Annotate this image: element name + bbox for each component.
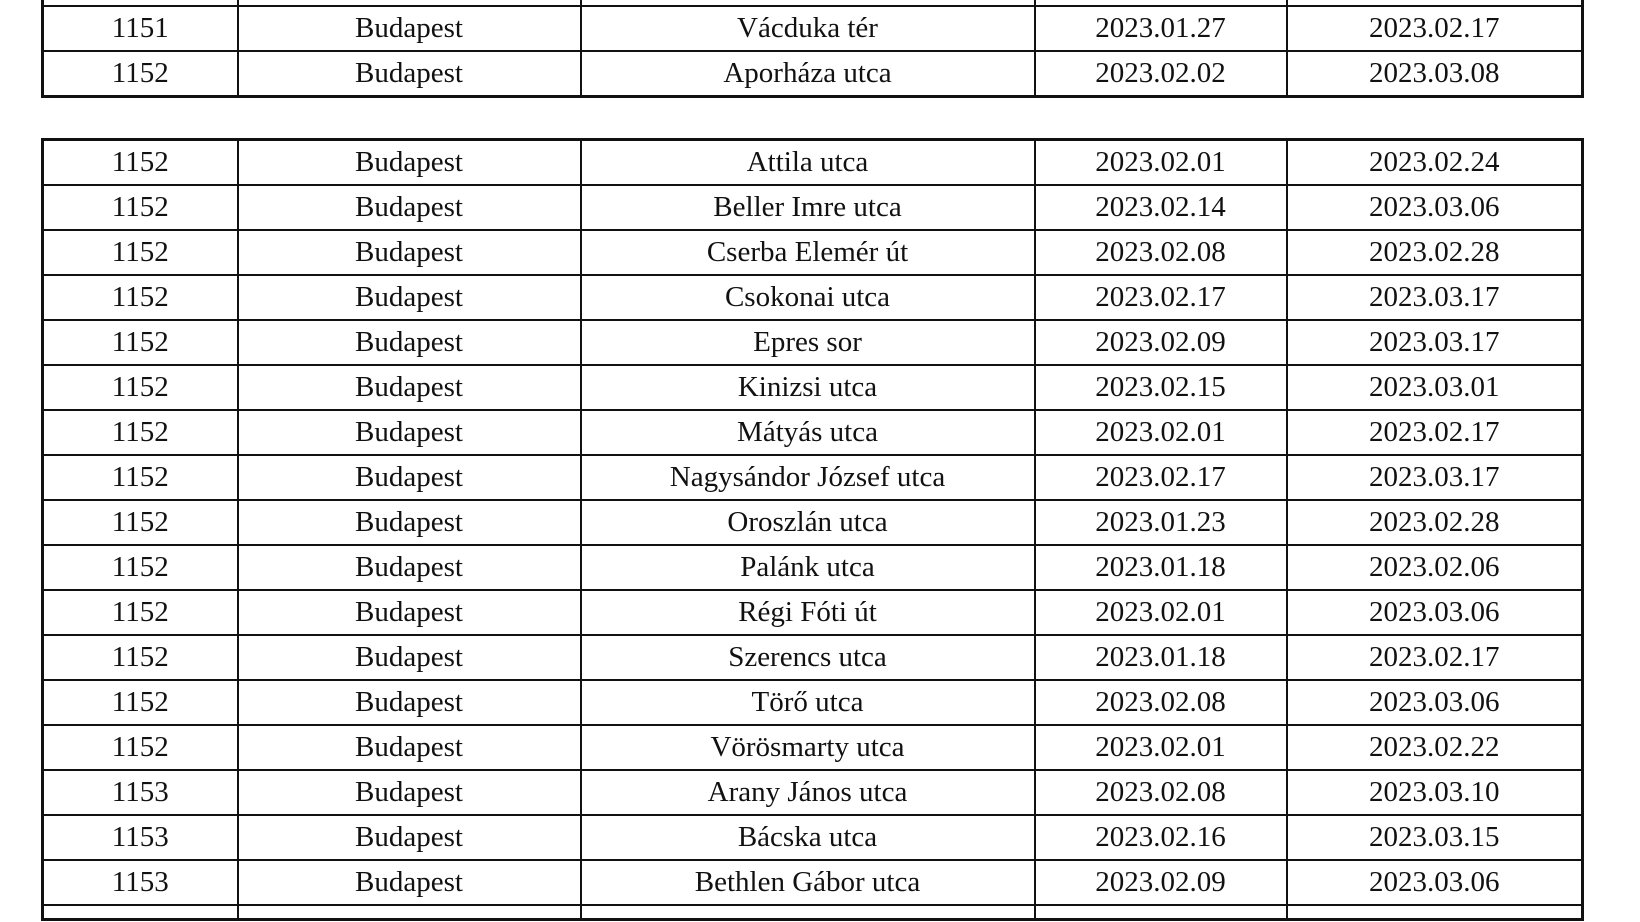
postal-code-cell: 1152 — [43, 635, 238, 680]
postal-code-cell: 1152 — [43, 500, 238, 545]
start-date-cell: 2023.02.01 — [1035, 140, 1287, 186]
city-cell: Budapest — [238, 770, 581, 815]
city-cell: Budapest — [238, 185, 581, 230]
street-cell: Attila utca — [581, 140, 1035, 186]
start-date-cell: 2023.02.02 — [1035, 51, 1287, 97]
street-cell: Bethlen Gábor utca — [581, 860, 1035, 905]
table-row — [43, 635, 1583, 680]
end-date-cell: 2023.02.28 — [1287, 230, 1583, 275]
street-cell: Bácska utca — [581, 815, 1035, 860]
end-date-cell: 2023.03.01 — [1287, 365, 1583, 410]
city-cell: Budapest — [238, 860, 581, 905]
start-date-cell: 2023.02.01 — [1035, 410, 1287, 455]
table-row — [43, 365, 1583, 410]
end-date-cell: 2023.03.06 — [1287, 185, 1583, 230]
table-row — [43, 140, 1583, 186]
street-cell: Vácduka tér — [581, 6, 1035, 51]
city-cell: Budapest — [238, 680, 581, 725]
start-date-cell: 2023.01.18 — [1035, 545, 1287, 590]
end-date-cell: 2023.03.15 — [1287, 815, 1583, 860]
city-cell: Budapest — [238, 320, 581, 365]
start-date-cell: 2023.02.17 — [1035, 275, 1287, 320]
end-date-cell: 2023.03.06 — [1287, 590, 1583, 635]
table-row — [43, 500, 1583, 545]
city-cell: Budapest — [238, 500, 581, 545]
postal-code-cell: 1152 — [43, 545, 238, 590]
start-date-cell: 2023.02.08 — [1035, 230, 1287, 275]
end-date-cell: 2023.03.06 — [1287, 680, 1583, 725]
postal-code-cell: 1153 — [43, 860, 238, 905]
start-date-cell: 2023.02.16 — [1035, 815, 1287, 860]
city-cell: Budapest — [238, 365, 581, 410]
table-row — [43, 815, 1583, 860]
table-row — [43, 860, 1583, 905]
city-cell: Budapest — [238, 410, 581, 455]
start-date-cell: 2023.01.18 — [1035, 635, 1287, 680]
table-row-cut — [43, 905, 1583, 920]
table-row — [43, 51, 1583, 97]
street-cell: Mátyás utca — [581, 410, 1035, 455]
postal-code-cell: 1152 — [43, 51, 238, 97]
start-date-cell: 2023.02.08 — [1035, 770, 1287, 815]
city-cell: Budapest — [238, 815, 581, 860]
table-cell — [1035, 905, 1287, 920]
city-cell: Budapest — [238, 6, 581, 51]
start-date-cell: 2023.02.08 — [1035, 680, 1287, 725]
table-row — [43, 455, 1583, 500]
postal-code-cell: 1152 — [43, 320, 238, 365]
postal-code-cell: 1152 — [43, 680, 238, 725]
city-cell: Budapest — [238, 590, 581, 635]
city-cell: Budapest — [238, 275, 581, 320]
start-date-cell: 2023.01.23 — [1035, 500, 1287, 545]
city-cell: Budapest — [238, 725, 581, 770]
end-date-cell: 2023.03.06 — [1287, 860, 1583, 905]
postal-code-cell: 1153 — [43, 770, 238, 815]
start-date-cell: 2023.02.09 — [1035, 320, 1287, 365]
city-cell: Budapest — [238, 455, 581, 500]
end-date-cell: 2023.02.22 — [1287, 725, 1583, 770]
end-date-cell: 2023.02.17 — [1287, 635, 1583, 680]
end-date-cell: 2023.03.17 — [1287, 275, 1583, 320]
end-date-cell: 2023.03.17 — [1287, 455, 1583, 500]
table-row — [43, 725, 1583, 770]
start-date-cell: 2023.01.27 — [1035, 6, 1287, 51]
table-row — [43, 320, 1583, 365]
city-cell: Budapest — [238, 140, 581, 186]
table-cell — [238, 905, 581, 920]
postal-code-cell: 1152 — [43, 275, 238, 320]
city-cell: Budapest — [238, 545, 581, 590]
postal-code-cell: 1152 — [43, 410, 238, 455]
postal-code-cell: 1152 — [43, 230, 238, 275]
table-cell — [43, 905, 238, 920]
table-row — [43, 680, 1583, 725]
table-row — [43, 770, 1583, 815]
street-cell: Epres sor — [581, 320, 1035, 365]
street-cell: Régi Fóti út — [581, 590, 1035, 635]
postal-code-cell: 1152 — [43, 725, 238, 770]
end-date-cell: 2023.03.17 — [1287, 320, 1583, 365]
table-row — [43, 275, 1583, 320]
end-date-cell: 2023.03.10 — [1287, 770, 1583, 815]
start-date-cell: 2023.02.01 — [1035, 590, 1287, 635]
street-cell: Palánk utca — [581, 545, 1035, 590]
end-date-cell: 2023.02.24 — [1287, 140, 1583, 186]
start-date-cell: 2023.02.17 — [1035, 455, 1287, 500]
end-date-cell: 2023.03.08 — [1287, 51, 1583, 97]
street-cell: Beller Imre utca — [581, 185, 1035, 230]
postal-code-cell: 1152 — [43, 365, 238, 410]
postal-code-cell: 1152 — [43, 455, 238, 500]
table-row — [43, 185, 1583, 230]
postal-code-cell: 1152 — [43, 140, 238, 186]
table-cell — [581, 905, 1035, 920]
postal-code-cell: 1152 — [43, 590, 238, 635]
postal-code-cell: 1151 — [43, 6, 238, 51]
street-cell: Csokonai utca — [581, 275, 1035, 320]
table-row — [43, 545, 1583, 590]
street-cell: Vörösmarty utca — [581, 725, 1035, 770]
street-cell: Nagysándor József utca — [581, 455, 1035, 500]
address-table-top — [41, 0, 1584, 98]
address-table-main — [41, 138, 1584, 921]
street-cell: Oroszlán utca — [581, 500, 1035, 545]
start-date-cell: 2023.02.09 — [1035, 860, 1287, 905]
end-date-cell: 2023.02.17 — [1287, 410, 1583, 455]
table-row — [43, 590, 1583, 635]
end-date-cell: 2023.02.06 — [1287, 545, 1583, 590]
postal-code-cell: 1152 — [43, 185, 238, 230]
end-date-cell: 2023.02.28 — [1287, 500, 1583, 545]
table-row — [43, 6, 1583, 51]
street-cell: Aporháza utca — [581, 51, 1035, 97]
table-row — [43, 230, 1583, 275]
start-date-cell: 2023.02.01 — [1035, 725, 1287, 770]
city-cell: Budapest — [238, 635, 581, 680]
city-cell: Budapest — [238, 51, 581, 97]
table-cell — [1287, 905, 1583, 920]
street-cell: Törő utca — [581, 680, 1035, 725]
table-row — [43, 410, 1583, 455]
street-cell: Arany János utca — [581, 770, 1035, 815]
start-date-cell: 2023.02.14 — [1035, 185, 1287, 230]
city-cell: Budapest — [238, 230, 581, 275]
end-date-cell: 2023.02.17 — [1287, 6, 1583, 51]
street-cell: Szerencs utca — [581, 635, 1035, 680]
start-date-cell: 2023.02.15 — [1035, 365, 1287, 410]
postal-code-cell: 1153 — [43, 815, 238, 860]
street-cell: Cserba Elemér út — [581, 230, 1035, 275]
street-cell: Kinizsi utca — [581, 365, 1035, 410]
